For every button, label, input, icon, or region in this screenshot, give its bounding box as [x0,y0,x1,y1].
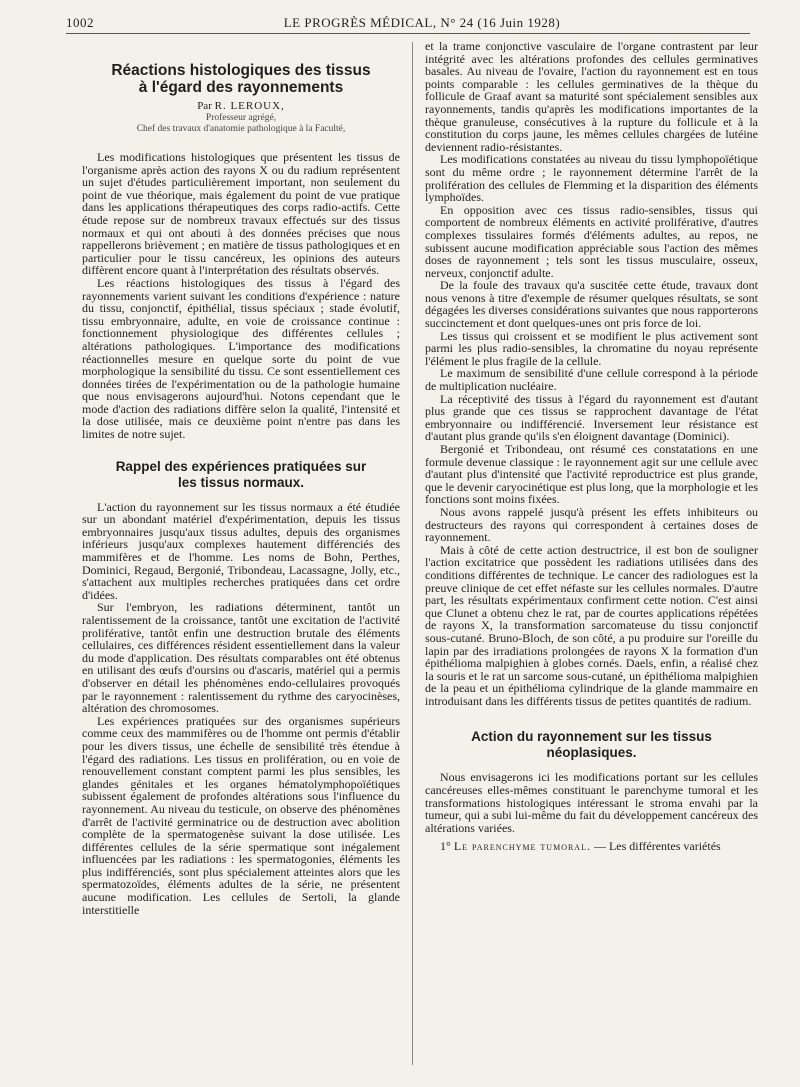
body-paragraph: Sur l'embryon, les radiations déterminent, tantôt un ralentissement de la croissance, tantôt une excitation de l'activité proliférative, tantôt enfin une destruction brutale des éléments cellulaires, ces différences résident essentiellement dans la valeur du mode d'application. Des résultats comparables ont été obtenus en utilisant des œufs d'oursins ou d'ascaris, matériel qui a permis d'observer en détail les phénomènes endo-cellulaires provoqués par le rayonnement : ralentissement du rythme des caryocinèses, altération des chromosomes. [82,600,400,716]
section-heading-line-1: Rappel des expériences pratiquées sur [115,458,367,474]
subsection-title: Le parenchyme tumoral. [453,839,591,854]
body-paragraph: Nous avons rappelé jusqu'à présent les effets inhibiteurs ou destructeurs des rayons qui correspondent à certaines doses de rayonnement. [425,504,758,545]
section-heading [425,729,758,761]
body-paragraph: En opposition avec ces tissus radio-sensibles, tissus qui comportent de nombreux éléments en activité proliférative, d'autres complexes tissulaires formés d'éléments adultes, au repos, ne subissent aucune modification appréciable sous l'action des mêmes doses de rayonnement ; tels sont les tissus musculaire, osseux, nerveux, conjonctif adulte. [425,202,758,280]
subsection-text: — Les différentes variétés [593,839,721,854]
affiliation-line-2: Chef des travaux d'anatomie pathologique à la Faculté, [136,124,346,134]
subsection-number: 1° [440,839,451,854]
section-heading-line-2: les tissus normaux. [177,474,305,490]
left-column [82,40,400,1065]
subsection-paragraph [425,840,758,853]
intro-paragraph: Les réactions histologiques des tissus à l'égard des rayonnements varient suivant les conditions d'expérience : nature du tissu, conjonctif, épithélial, tissus spéciaux ; stade évolutif, tissu embryonnaire, adulte, en voie de croissance continue : fonctionnement physiologique des différentes cellules ; altérations pathologiques. L'importance des modifications réactionnelles mesure en quelque sorte du point de vue morphologique la sensibilité du tissu. Ce sont essentiellement ces données tirées de l'expérimentation ou de la pathologie humaine que nous envisagerons aujourd'hui. Notons cependant que le mode d'action des radiations diffère selon la qualité, l'intensité et la dose utilisée, mais ce deuxième point n'entre pas dans les limites de notre sujet. [82,275,400,442]
header-rule [66,33,750,34]
page-number: 1002 [66,15,94,30]
body-paragraph: Mais à côté de cette action destructrice, il est bon de souligner l'action excitatrice que possèdent les radiations utilisées dans des conditions différentes de technique. Le cancer des radiologues est la preuve clinique de cet effet néfaste sur les cellules normales. D'autre part, les résultats expérimentaux confirment cette notion. C'est ainsi que Clunet a obtenu chez le rat, par de courtes applications répétées de rayons X, la transformation sarcomateuse du tissu conjonctif sous-cutané. Bruno-Bloch, de son côté, a pu produire sur l'oreille du lapin par des irradiations prolongées de rayons X la formation d'un épithélioma malpighien à globes cornés. Daels, enfin, a réalisé chez la souris et le rat un sarcome sous-cutané, un épithélioma malpighien de la peau et un épithélioma cylindrique de la glande mammaire en introduisant dans les différents tissus de petites quantités de radium. [425,542,758,708]
journal-title: LE PROGRÈS MÉDICAL, N° 24 (16 Juin 1928) [283,15,561,30]
body-paragraph: et la trame conjonctive vasculaire de l'organe contrastent par leur intégrité avec les altérations profondes des cellules germinatives basales. Au niveau de l'ovaire, l'action du rayonnement est en tous points comparable : les cellules germinatives de la thèque du follicule de Graaf avant sa maturité sont spécialement sensibles aux rayonnements, tandis qu'après les modifications importantes de la thèque granuleuse, consécutives à la rupture du follicule et à la constitution du corps jaune, les mêmes cellules chargées de lutéine deviennent radio-résistantes. [425,40,758,154]
byline-prefix: Par [197,100,212,112]
intro-paragraph: Les modifications histologiques que présentent les tissus de l'organisme après action des rayons X ou du radium représentent un sujet d'études particulièrement important, non seulement du point de vue théorique, mais également du point de vue pratique dans les applications thérapeutiques des corps radio-actifs. Cette étude repose sur de nombreux travaux effectués sur des tissus normaux et qui ont abouti à des données précises que nous rappellerons brièvement ; en matière de tissus pathologiques et en particulier pour le tissu cancéreux, les opinions des auteurs diffèrent encore quant à l'interprétation des résultats observés. [82,150,400,278]
section-heading-line-1: Action du rayonnement sur les tissus [471,729,712,745]
body-paragraph: Les expériences pratiquées sur des organismes supérieurs comme ceux des mammifères ou de l'homme ont permis d'établir pour les divers tissus, une échelle de sensibilité très étendue à l'égard des radiations. Les tissus en prolifération, ou en voie de renouvellement constant comptent parmi les plus sensibles, les glandes génitales et les organes hématolymphopoïétiques subissent également de profondes altérations sous l'influence du rayonnement. Au niveau du testicule, on observe des phénomènes d'arrêt de l'activité germinatrice ou de destruction avec abolition complète de la spermatogenèse suivant la dose utilisée. Les différentes cellules de la série spermatique sont inégalement influencées par les radiations : les spermatogonies, éléments les plus indifférenciés, sont plus spécialement atteintes alors que les spermatozoïdes, éléments adultes de la série, ne présentent aucune modification. Les cellules de Sertoli, la glande interstitielle [82,713,400,917]
article-title-line-1: Réactions histologiques des tissus [111,62,371,79]
article-title-line-2: à l'égard des rayonnements [138,79,344,96]
body-paragraph: De la foule des travaux qu'a suscitée cette étude, travaux dont nous venons à titre d'exemple de résumer quelques résultats, se sont dégagées les diverses considérations suivantes que nous rapporterons succinctement et dont quelques-unes ont pris force de loi. [425,278,758,331]
running-head [66,15,750,31]
body-paragraph: Le maximum de sensibilité d'une cellule correspond à la période de multiplication nucléaire. [425,366,758,394]
body-paragraph: La réceptivité des tissus à l'égard du rayonnement est d'autant plus grande que ces tissus se rapprochent davantage de l'état embryonnaire ou indifférencié. Inversement leur résistance est d'autant plus grande qu'ils s'en éloignent davantage (Dominici). [425,391,758,444]
body-paragraph: Bergonié et Tribondeau, ont résumé ces constatations en une formule devenue classique : le rayonnement agit sur une cellule avec d'autant plus d'intensité que l'activité reproductrice est plus grande, que le devenir caryocinétique est plus long, que la morphologie et les fonctions sont moins fixées. [425,442,758,507]
section-heading-line-2: néoplasiques. [546,745,637,761]
column-divider [412,42,413,1065]
right-column [425,40,758,1065]
affiliation-line-1: Professeur agrégé, [205,113,277,123]
body-paragraph: Les modifications constatées au niveau du tissu lymphopoïétique sont du même ordre ; le rayonnement détermine l'arrêt de la prolifération des cellules de Flemming et la disparition des éléments lymphoïdes. [425,152,758,205]
body-paragraph: Nous envisagerons ici les modifications portant sur les cellules cancéreuses elles-mêmes constituant le parenchyme tumoral et les transformations histologiques intéressant le stroma envahi par la tumeur, qui a subi lui-même du fait du développement cancéreux des altérations variées. [425,770,758,835]
section-heading [82,459,400,491]
article-title [82,62,400,96]
byline [82,100,400,113]
body-paragraph: L'action du rayonnement sur les tissus normaux a été étudiée sur un abondant matériel d'expérimentation, depuis les tissus embryonnaires jusqu'aux tissus adultes, depuis des organismes inférieurs jusqu'aux complexes hautement différenciés des mammifères et de l'homme. Les noms de Bohn, Perthes, Dominici, Regaud, Bergonié, Tribondeau, Lacassagne, Jolly, etc., s'attachent aux multiples recherches pratiquées dans cet ordre d'idées. [82,499,400,602]
author-affiliation [82,113,400,135]
author-name: R. LEROUX, [214,100,285,112]
body-paragraph: Les tissus qui croissent et se modifient le plus activement sont parmi les plus radio-sensibles, la chromatine du noyau représente l'élément le plus fragile de la cellule. [425,328,758,368]
